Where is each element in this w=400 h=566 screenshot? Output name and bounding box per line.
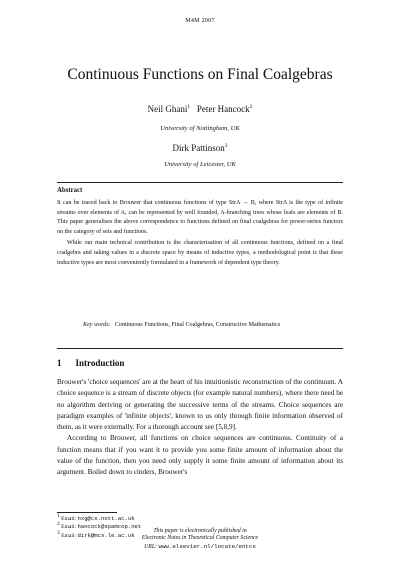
author-name: Dirk Pattinson [172,143,225,153]
section-title: Introduction [75,358,125,368]
abstract-heading: Abstract [57,187,83,194]
abstract-top-rule [57,182,343,183]
author-line [0,143,400,153]
abstract-bottom-rule [57,348,343,349]
body-paragraph: Brouwer's 'choice sequences' are at the heart of his intuitionistic reconstruction of the continuum. A choice sequence is a stream of discrete objects (for example natural numbers), where there need be no algorithm deriving or generating the successive terms of the streams. Choice sequences are paradigm examples of 'infinite objects', known to us only through finite information observed of them, as it were externally. For a thorough account see [5,8,9]. [57,378,343,432]
affiliation: University of Leicester, UK [164,161,236,168]
email-link[interactable]: nxg@cs.nott.ac.uk [77,515,135,522]
publication-url-line: URL: www.elsevier.nl/locate/entcs [144,542,256,550]
publication-line: Electronic Notes in Theoretical Computer Science [141,535,259,542]
footnote: $^3$ Email: dirk@mcs.le.ac.uk [57,529,135,539]
keywords [83,321,333,331]
body-paragraph: According to Brouwer, all functions on choice sequences are continuous. Continuity of a function means that if you want it to provide you some finite amount of information about the value of the function, then you need only supply it some finite amount of information about its argument. Boiled down to cinders, Brouwer's [57,434,343,477]
footnote: $^2$ Email: hancock@spamcop.net [57,521,142,531]
abstract-paragraph: While our main technical contribution is the characterisation of all continuous functions, defined on a final coalgebra and taking values in a discrete space by means of inductive types, a methodological point is that these inductive types are most conveniently formulated in a framework of dependent type theory. [57,240,343,266]
keywords-label: Key words: [83,322,111,328]
author-mark: 2 [249,104,253,110]
publication-url-link[interactable]: www.elsevier.nl/locate/entcs [158,542,256,550]
section-body [57,377,343,479]
author-name: Neil Ghani [147,104,188,114]
abstract-paragraph: It can be traced back to Brouwer that continuous functions of type StrA → B, where StrA is the type of infinite streams over elements of A, can be represented by well founded, A-branching trees whose leafs are elements of B. This paper generalises the above correspondence to functions defined on final coalgebras for power-series functors on the category of sets and functions. [57,200,343,235]
affiliation: University of Nottingham, UK [160,125,240,132]
section-number: 1 [57,358,62,368]
email-link[interactable]: dirk@mcs.le.ac.uk [77,531,135,539]
keywords-text: Continuous Functions, Final Coalgebras, Constructive Mathematics [114,322,281,328]
publication-line: This paper is electronically published in [153,528,247,534]
author-mark: 3 [224,143,228,149]
paper-title: Continuous Functions on Final Coalgebras [67,66,333,83]
section-heading [57,358,124,368]
author-name: Peter Hancock [196,104,250,114]
email-link[interactable]: hancock@spamcop.net [77,523,142,531]
footnote: $^1$ Email: nxg@cs.nott.ac.uk [57,513,135,522]
abstract-body [57,199,343,268]
publication-note [0,528,400,551]
author-mark: 1 [187,104,191,110]
author-line [0,104,400,114]
running-head: M4M 2007 [185,18,215,24]
footnote-rule [57,512,117,513]
